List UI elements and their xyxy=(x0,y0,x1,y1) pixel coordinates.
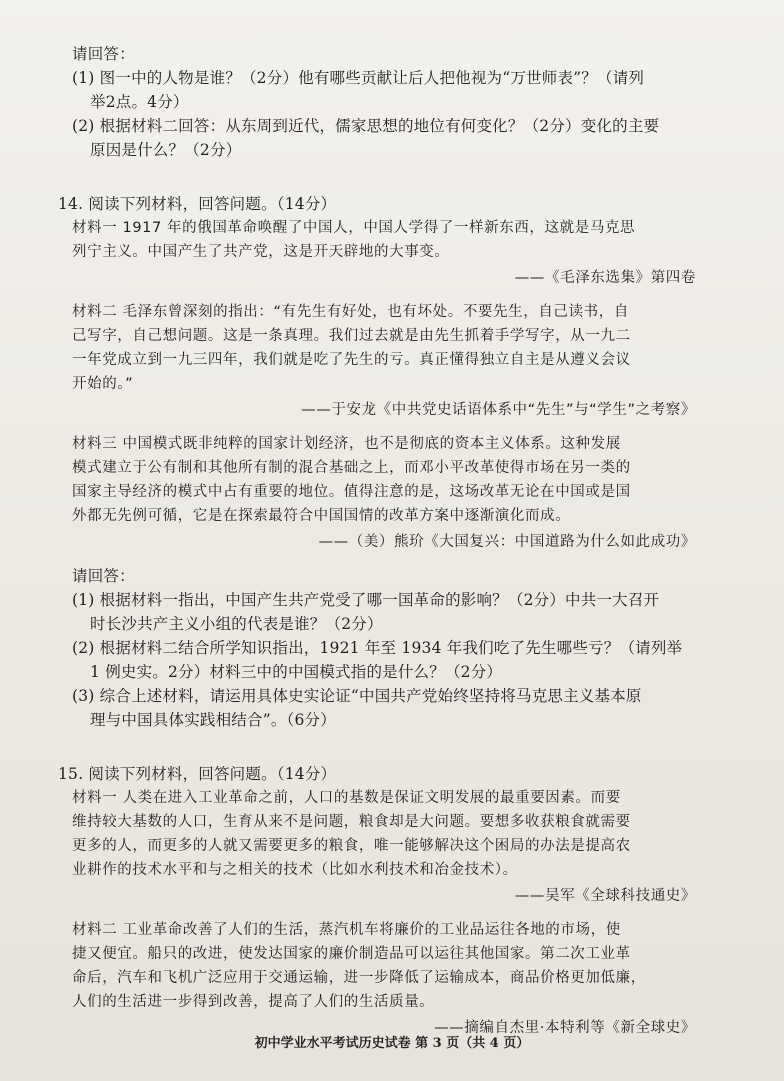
q15-m2-source: ——摘编自杰里·本特利等《新全球史》 xyxy=(434,1020,696,1036)
q15-m2-line-1: 材料二 工业革命改善了人们的生活，蒸汽机车将廉价的工业品运往各地的市场，使 xyxy=(72,922,621,938)
q14-m2-line-2: 己写字，自己想问题。这是一条真理。我们过去就是由先生抓着手学写字，从一九二 xyxy=(72,328,631,344)
q14-title: 14. 阅读下列材料，回答问题。（14分） xyxy=(58,195,337,213)
q14-material-1 xyxy=(72,216,696,290)
q15-m2-line-4: 人们的生活进一步得到改善，提高了人们的生活质量。 xyxy=(72,994,435,1010)
question-14 xyxy=(58,192,696,732)
q14-m1-line-2: 列宁主义。中国产生了共产党，这是开天辟地的大事变。 xyxy=(72,244,450,260)
q15-m1-line-2: 维持较大基数的人口，生育从来不是问题，粮食却是大问题。要想多收获粮食就需要 xyxy=(72,814,631,830)
q15-m2-line-3: 命后，汽车和飞机广泛应用于交通运输，进一步降低了运输成本，商品价格更加低廉， xyxy=(72,970,646,986)
q15-title: 15. 阅读下列材料，回答问题。（14分） xyxy=(58,765,337,783)
q14-m1-line-1: 材料一 1917 年的俄国革命唤醒了中国人，中国人学得了一样新东西，这就是马克思 xyxy=(72,220,636,236)
q14-m2-source: ——于安龙《中共党史话语体系中“先生”与“学生”之考察》 xyxy=(301,402,696,418)
q15-m2-line-2: 捷又便宜。船只的改进，使发达国家的廉价制造品可以运往其他国家。第二次工业革 xyxy=(72,946,631,962)
q14-material-3 xyxy=(72,432,696,554)
q13-line-3: (2) 根据材料二回答：从东周到近代，儒家思想的地位有何变化？（2分）变化的主要 xyxy=(72,117,660,135)
q13-line-1: (1) 图一中的人物是谁？（2分）他有哪些贡献让后人把他视为“万世师表”？（请列 xyxy=(72,69,645,87)
q15-material-2 xyxy=(72,918,696,1040)
q14-m3-line-2: 模式建立于公有制和其他所有制的混合基础之上，而邓小平改革使得市场在另一类的 xyxy=(72,460,631,476)
question-15 xyxy=(58,762,696,1040)
q14-material-2 xyxy=(72,300,696,422)
q13-answer-block xyxy=(72,42,696,162)
q14-q3-line-1: (3) 综合上述材料，请运用具体史实论证“中国共产党始终坚持将马克思主义基本原 xyxy=(72,687,642,705)
q14-q2-line-2: 1 例史实。2分）材料三中的中国模式指的是什么？（2分） xyxy=(90,663,503,681)
q14-m2-line-1: 材料二 毛泽东曾深刻的指出：“有先生有好处，也有坏处。不要先生，自己读书，自 xyxy=(72,304,629,320)
q14-q1-line-2: 时长沙共产主义小组的代表是谁？（2分） xyxy=(90,615,383,633)
q13-prompt: 请回答： xyxy=(72,45,135,63)
q14-prompt: 请回答： xyxy=(72,567,135,585)
q14-m3-source: ——（美）熊玠《大国复兴：中国道路为什么如此成功》 xyxy=(318,534,696,550)
q13-line-2: 举2点。4分） xyxy=(90,93,189,111)
page-footer: 初中学业水平考试历史试卷 第 3 页（共 4 页） xyxy=(254,1036,530,1051)
q15-m1-line-4: 业耕作的技术水平和与之相关的技术（比如水利技术和冶金技术）。 xyxy=(72,862,518,878)
q15-m1-source: ——吴军《全球科技通史》 xyxy=(514,888,696,904)
q14-m3-line-4: 外都无先例可循，它是在探索最符合中国国情的改革方案中逐渐演化而成。 xyxy=(72,508,571,524)
q15-m1-line-1: 材料一 人类在进入工业革命之前，人口的基数是保证文明发展的最重要因素。而要 xyxy=(72,790,621,806)
q14-m2-line-3: 一年党成立到一九三四年，我们就是吃了先生的亏。真正懂得独立自主是从遵义会议 xyxy=(72,352,631,368)
q15-m1-line-3: 更多的人，而更多的人就又需要更多的粮食，唯一能够解决这个困局的办法是提高农 xyxy=(72,838,631,854)
q14-m2-line-4: 开始的。” xyxy=(72,376,134,392)
q14-q1-line-1: (1) 根据材料一指出，中国产生共产党受了哪一国革命的影响？（2分）中共一大召开 xyxy=(72,591,660,609)
q14-m3-line-1: 材料三 中国模式既非纯粹的国家计划经济，也不是彻底的资本主义体系。这种发展 xyxy=(72,436,621,452)
q13-line-4: 原因是什么？（2分） xyxy=(90,141,242,159)
q15-material-1 xyxy=(72,786,696,908)
q14-q2-line-1: (2) 根据材料二结合所学知识指出，1921 年至 1934 年我们吃了先生哪些亏？（请列举 xyxy=(72,639,683,657)
q14-q3-line-2: 理与中国具体实践相结合”。（6分） xyxy=(90,711,336,729)
q14-m1-source: ——《毛泽东选集》第四卷 xyxy=(514,270,696,286)
q14-m3-line-3: 国家主导经济的模式中占有重要的地位。值得注意的是，这场改革无论在中国或是国 xyxy=(72,484,631,500)
